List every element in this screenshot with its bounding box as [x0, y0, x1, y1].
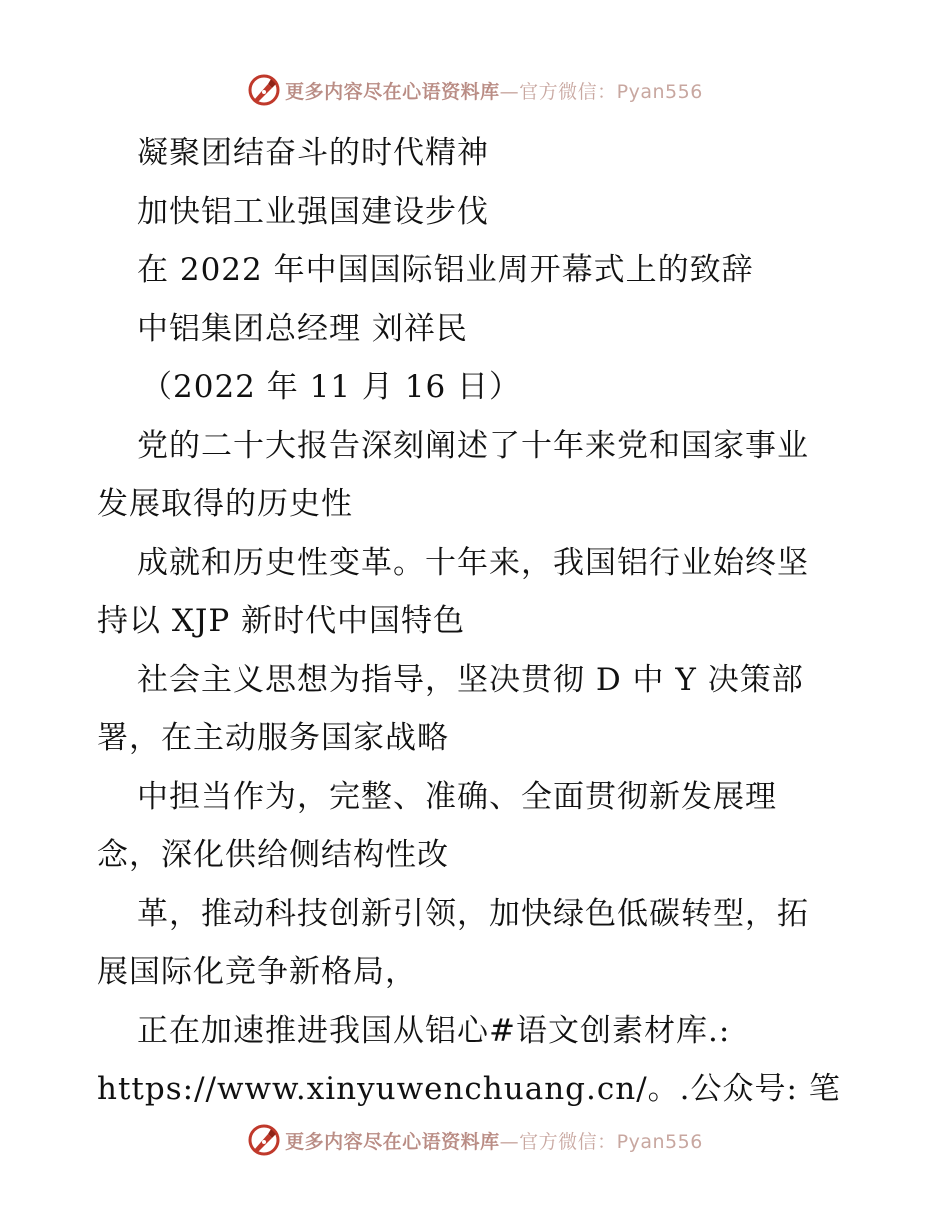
header-watermark-text: 更多内容尽在心语资料库—官方微信：Pyan556: [285, 80, 703, 103]
paragraph-line: 展国际化竞争新格局，: [97, 954, 417, 990]
paragraph-line: 党的二十大报告深刻阐述了十年来党和国家事业: [137, 427, 809, 464]
paragraph-line: 社会主义思想为指导，坚决贯彻 D 中 Y 决策部: [137, 661, 804, 698]
footer-watermark: [0, 1120, 950, 1160]
paragraph-line: 中担当作为，完整、准确、全面贯彻新发展理: [137, 778, 777, 815]
paragraph-line: 正在加速推进我国从铝心#语文创素材库.:: [137, 1012, 731, 1049]
footer-watermark-text: 更多内容尽在心语资料库—官方微信：Pyan556: [285, 1130, 703, 1153]
subtitle-line: 在 2022 年中国国际铝业周开幕式上的致辞: [137, 252, 754, 288]
pen-logo-icon: [247, 1123, 281, 1157]
paragraph-line: 成就和历史性变革。十年来，我国铝行业始终坚: [137, 544, 809, 581]
paragraph-line: 革，推动科技创新引领，加快绿色低碳转型，拓: [137, 895, 809, 932]
pen-logo-icon: [247, 73, 281, 107]
title-line-1: 凝聚团结奋斗的时代精神: [137, 135, 489, 171]
paragraph-line: 念，深化供给侧结构性改: [97, 837, 449, 873]
document-body: [97, 124, 857, 1119]
author-line: 中铝集团总经理 刘祥民: [137, 310, 468, 347]
title-line-2: 加快铝工业强国建设步伐: [137, 193, 489, 230]
paragraph-line: https://www.xinyuwenchuang.cn/。.公众号: 笔: [97, 1071, 841, 1107]
paragraph-line: 署，在主动服务国家战略: [97, 720, 449, 756]
paragraph-line: 持以 XJP 新时代中国特色: [97, 603, 466, 639]
paragraph-line: 发展取得的历史性: [97, 486, 353, 522]
header-watermark: [0, 70, 950, 110]
date-line: （2022 年 11 月 16 日）: [141, 369, 522, 405]
